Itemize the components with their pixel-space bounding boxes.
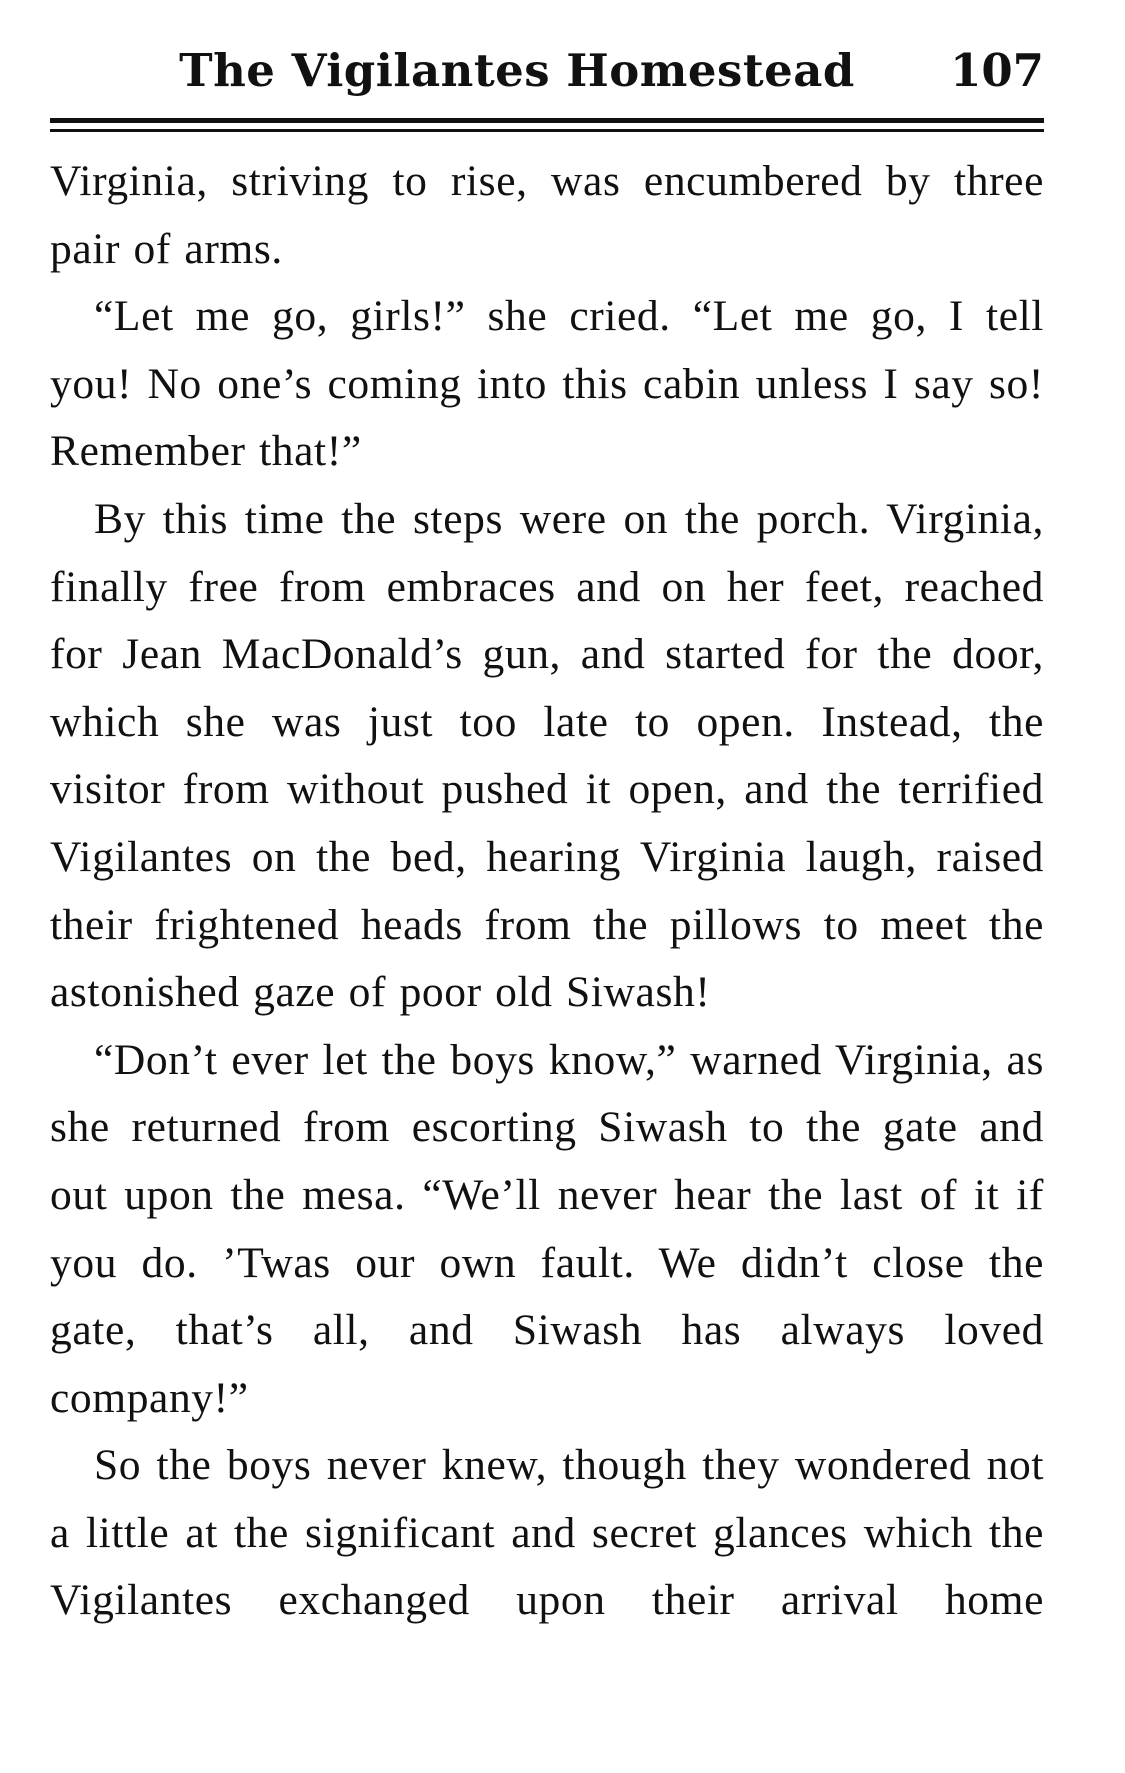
header-rule-thick <box>50 118 1044 123</box>
header-rule-thin <box>50 129 1044 132</box>
paragraph: So the boys never knew, though they wondered not a little at the significant and secret glances which the Vigilantes exchanged upon their arrival home <box>50 1441 1044 1625</box>
paragraph: By this time the steps were on the porch. Virginia, finally free from embraces and on her feet, reached for Jean MacDonald’s gun, and started for the door, which she was just too late to open. Instead, the visitor from without pushed it open, and the terrified Vigilantes on the bed, hearing Virginia laugh, raised their frightened heads from the pillows to meet the astonished gaze of poor old Siwash! <box>50 494 1044 1017</box>
body-text <box>50 148 1044 1635</box>
paragraph: “Let me go, girls!” she cried. “Let me go, I tell you! No one’s coming into this cabin unless I say so! Remember that!” <box>50 292 1044 476</box>
paragraph: Virginia, striving to rise, was encumbered by three pair of arms. <box>50 157 1044 273</box>
paragraph: “Don’t ever let the boys know,” warned Virginia, as she returned from escorting Siwash to the gate and out upon the mesa. “We’ll never hear the last of it if you do. ’Twas our own fault. We didn’t close the gate, that’s all, and Siwash has always loved company!” <box>50 1035 1044 1422</box>
page-header <box>50 40 1044 100</box>
running-title: The Vigilantes Homestead <box>179 44 855 97</box>
page-number: 107 <box>950 44 1044 97</box>
